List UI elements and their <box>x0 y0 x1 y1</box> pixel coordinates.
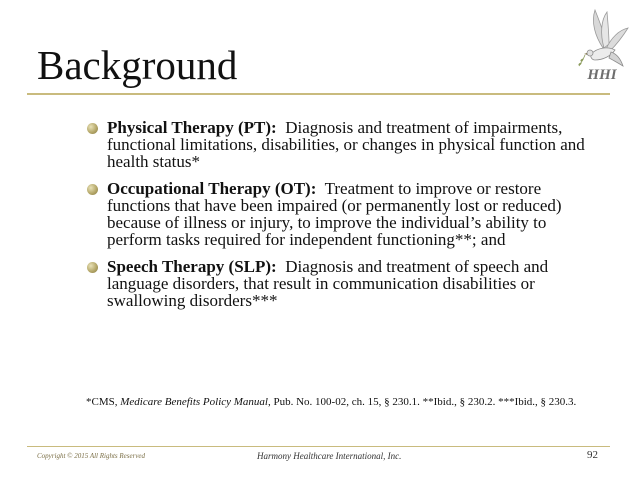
title-divider <box>27 93 610 95</box>
bullet-icon <box>87 184 98 195</box>
bullet-item-slp <box>86 258 586 309</box>
bullet-term: Speech Therapy (SLP): <box>107 257 277 276</box>
slide-title: Background <box>37 42 238 88</box>
bullet-item-pt <box>86 119 586 170</box>
bullet-item-ot <box>86 180 586 248</box>
page-number: 92 <box>587 449 598 461</box>
footnote <box>86 395 576 409</box>
bullet-text: Diagnosis and treatment of speech and language disorders, that result in communication disabilities or swallowing disorders*** <box>107 257 549 310</box>
bullet-term: Occupational Therapy (OT): <box>107 179 317 198</box>
footer-divider <box>27 446 610 447</box>
company-name: Harmony Healthcare International, Inc. <box>257 451 402 461</box>
footnote-prefix: *CMS, <box>86 396 121 408</box>
bullet-icon <box>87 262 98 273</box>
bullet-text: Treatment to improve or restore functions that have been impaired (or permanently lost or reduced) because of illness or injury, to improve the individual’s ability to perform tasks required for independent functioning**; and <box>107 179 562 249</box>
footnote-manual-title: Medicare Benefits Policy Manual <box>120 396 268 408</box>
copyright-text: Copyright © 2015 All Rights Reserved <box>37 452 146 460</box>
bullet-text: Diagnosis and treatment of impairments, functional limitations, disabilities, or changes in physical function and health status* <box>107 118 585 171</box>
bullet-list <box>86 119 586 319</box>
bullet-icon <box>87 123 98 134</box>
footnote-rest: , Pub. No. 100-02, ch. 15, § 230.1. **Ibid., § 230.2. ***Ibid., § 230.3. <box>268 396 577 408</box>
hhi-dove-logo <box>573 8 631 90</box>
logo-text: HHI <box>587 67 617 83</box>
bullet-term: Physical Therapy (PT): <box>107 118 277 137</box>
